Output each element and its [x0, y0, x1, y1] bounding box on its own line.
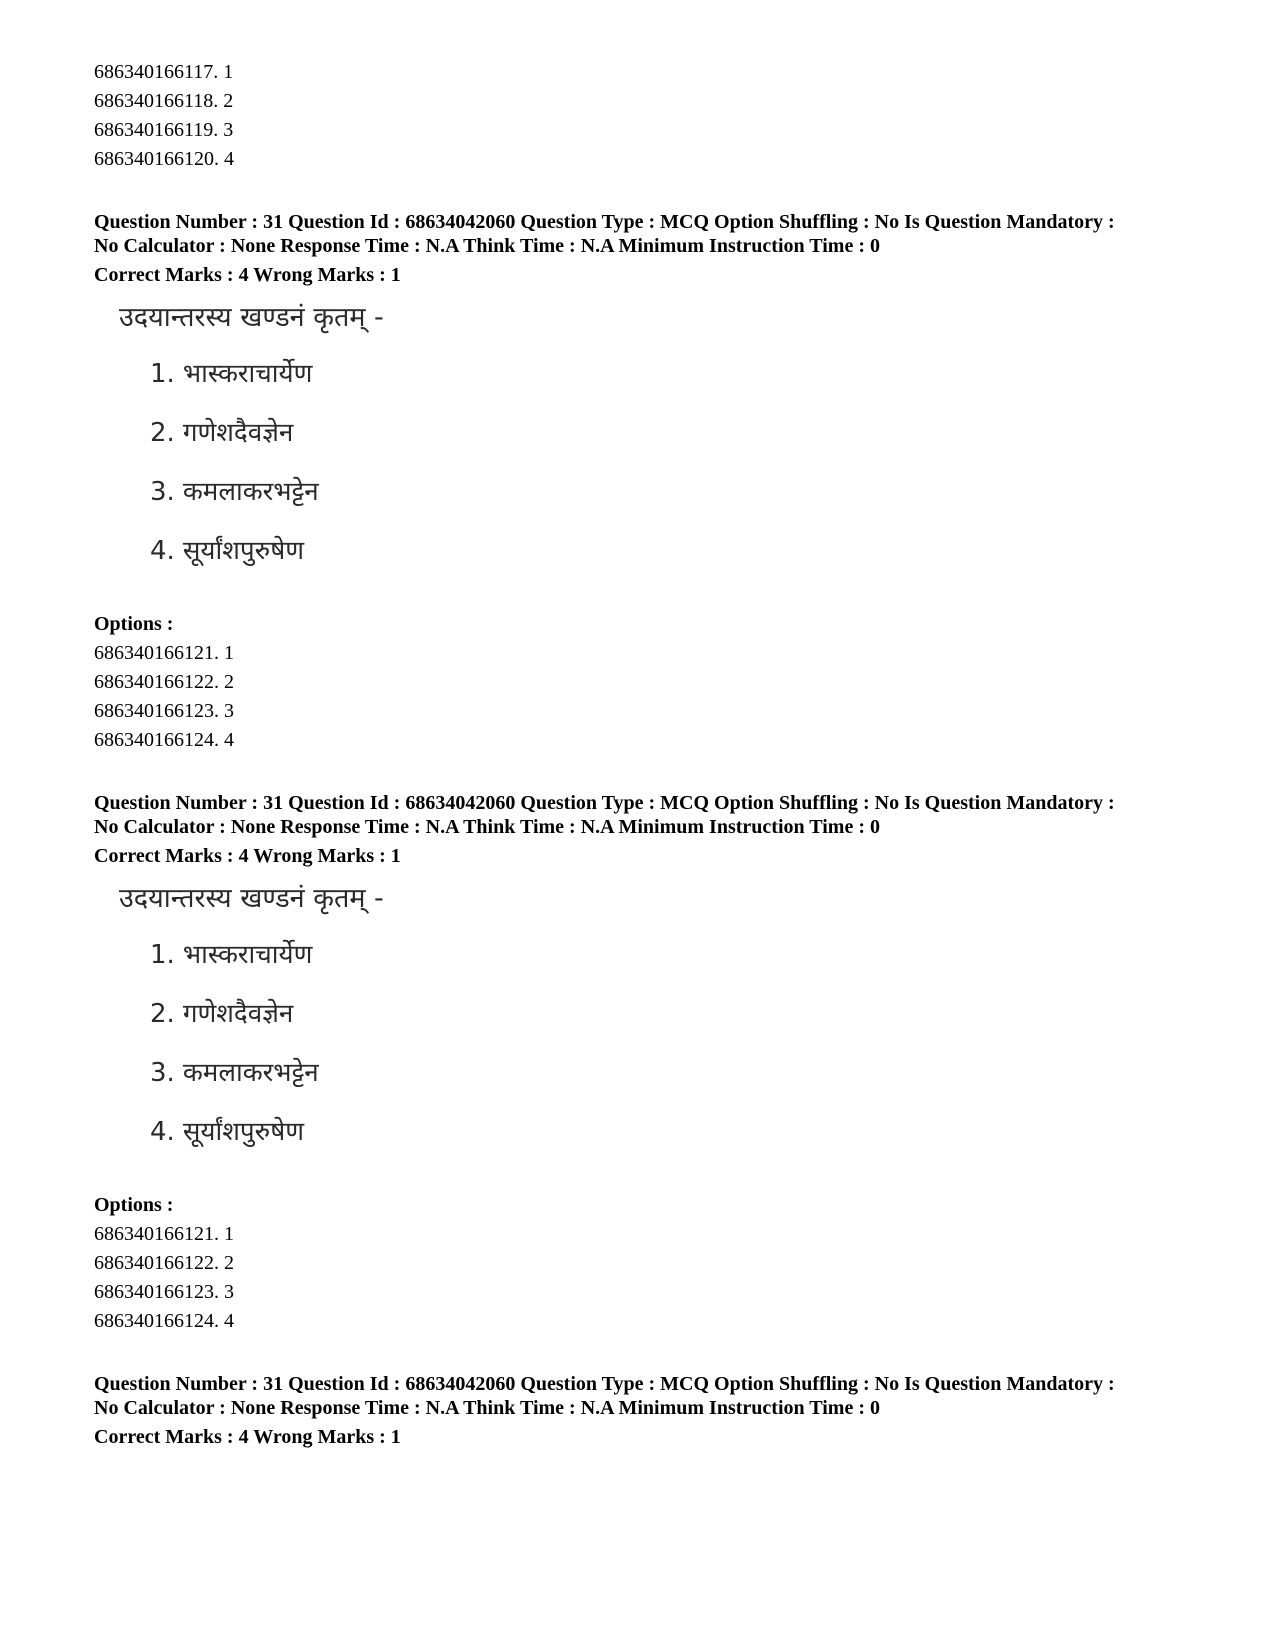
question-choice: [150, 935, 312, 975]
options-label: Options :: [94, 1194, 174, 1216]
question-meta-line: Question Number : 31 Question Id : 68634042060 Question Type : MCQ Option Shuffling : No Is Question Mandatory :: [94, 211, 1115, 233]
question-stem: उदयान्तरस्य खण्डनं कृतम् -: [119, 883, 384, 914]
option-item: 686340166123. 3: [94, 1281, 234, 1303]
choice-number: 3.: [150, 1058, 175, 1088]
choice-number: 2.: [150, 418, 175, 448]
choice-number: 4.: [150, 1117, 175, 1147]
option-item: 686340166124. 4: [94, 729, 234, 751]
question-choice: [150, 413, 293, 453]
question-choice: [150, 531, 304, 571]
question-choice: [150, 1053, 319, 1093]
option-item: 686340166121. 1: [94, 1223, 234, 1245]
question-meta-line: Question Number : 31 Question Id : 68634042060 Question Type : MCQ Option Shuffling : No Is Question Mandatory :: [94, 1373, 1115, 1395]
option-item: 686340166117. 1: [94, 61, 234, 83]
choice-number: 1.: [150, 359, 175, 389]
choice-number: 3.: [150, 477, 175, 507]
question-block: [94, 1372, 1214, 1452]
question-choice: [150, 472, 319, 512]
option-item: 686340166122. 2: [94, 1252, 234, 1274]
question-image: [94, 290, 1214, 610]
option-item: 686340166120. 4: [94, 148, 234, 170]
question-block: [94, 210, 1214, 755]
choice-number: 2.: [150, 999, 175, 1029]
marks-line: Correct Marks : 4 Wrong Marks : 1: [94, 264, 401, 286]
question-choice: [150, 354, 312, 394]
marks-line: Correct Marks : 4 Wrong Marks : 1: [94, 1426, 401, 1448]
options-list: [94, 58, 1214, 174]
options-label: Options :: [94, 613, 174, 635]
choice-text: कमलाकरभट्टेन: [182, 477, 319, 507]
question-choice: [150, 994, 293, 1034]
choice-number: 1.: [150, 940, 175, 970]
question-meta-line: No Calculator : None Response Time : N.A Think Time : N.A Minimum Instruction Time : 0: [94, 1397, 880, 1419]
option-item: 686340166123. 3: [94, 700, 234, 722]
choice-text: कमलाकरभट्टेन: [182, 1058, 319, 1088]
question-meta-line: No Calculator : None Response Time : N.A Think Time : N.A Minimum Instruction Time : 0: [94, 816, 880, 838]
document-page: [94, 58, 1214, 1452]
options-list: [94, 1220, 1214, 1336]
option-item: 686340166124. 4: [94, 1310, 234, 1332]
question-block: [94, 791, 1214, 1336]
question-meta-line: No Calculator : None Response Time : N.A Think Time : N.A Minimum Instruction Time : 0: [94, 235, 880, 257]
option-item: 686340166119. 3: [94, 119, 234, 141]
option-item: 686340166122. 2: [94, 671, 234, 693]
marks-line: Correct Marks : 4 Wrong Marks : 1: [94, 845, 401, 867]
choice-number: 4.: [150, 536, 175, 566]
option-item: 686340166118. 2: [94, 90, 234, 112]
choice-text: सूर्यांशपुरुषेण: [182, 1117, 305, 1147]
question-meta-line: Question Number : 31 Question Id : 68634042060 Question Type : MCQ Option Shuffling : No Is Question Mandatory :: [94, 792, 1115, 814]
choice-text: भास्कराचार्येण: [182, 359, 313, 389]
choice-text: गणेशदैवज्ञेन: [182, 999, 294, 1029]
question-image: [94, 871, 1214, 1191]
choice-text: भास्कराचार्येण: [182, 940, 313, 970]
choice-text: गणेशदैवज्ञेन: [182, 418, 294, 448]
question-choice: [150, 1112, 304, 1152]
option-item: 686340166121. 1: [94, 642, 234, 664]
question-stem: उदयान्तरस्य खण्डनं कृतम् -: [119, 302, 384, 333]
options-list: [94, 639, 1214, 755]
choice-text: सूर्यांशपुरुषेण: [182, 536, 305, 566]
